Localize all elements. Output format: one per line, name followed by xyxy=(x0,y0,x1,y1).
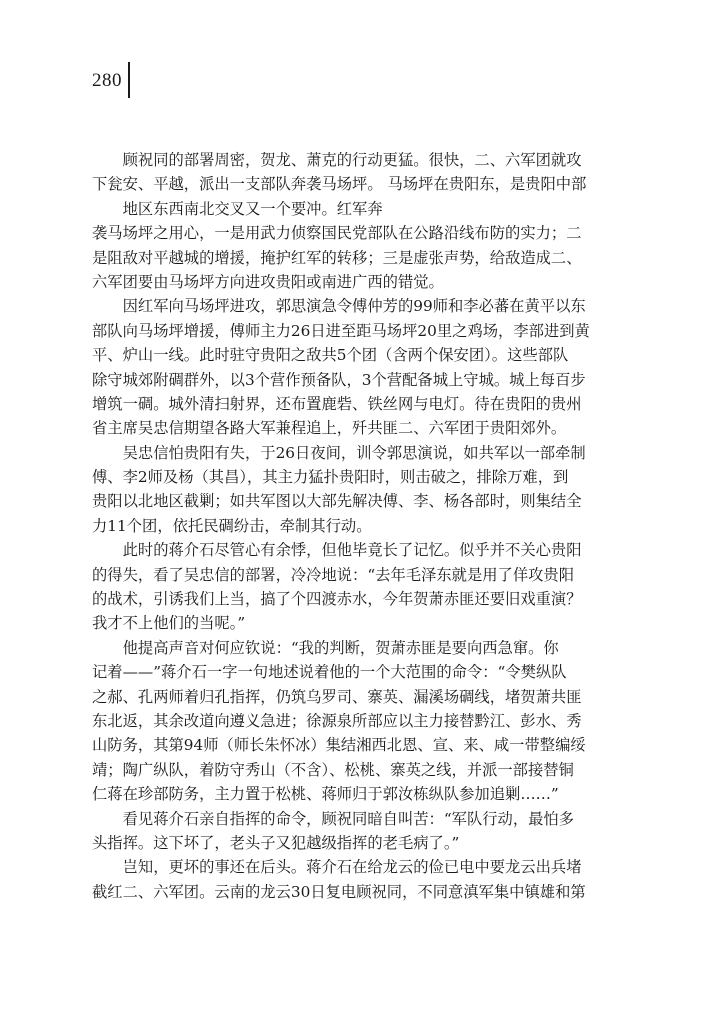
text-line: 记着——”蒋介石一字一句地述说着他的一个大范围的命令：“令樊纵队 xyxy=(92,663,567,682)
text-line: 看见蒋介石亲自指挥的命令，顾祝同暗自叫苦：“军队行动，最怕多 xyxy=(92,809,575,828)
text-line: 袭马场坪之用心，一是用武力侦察国民党部队在公路沿线布防的实力；二 xyxy=(92,224,582,243)
text-line: 傅、李2师及杨（其昌），其主力猛扑贵阳时，则击破之，排除万难，到 xyxy=(92,468,569,487)
text-line: 吴忠信怕贵阳有失，于26日夜间，训令郭思演说，如共军以一部牵制 xyxy=(92,443,586,462)
text-line: 是阻敌对平越城的增援，掩护红军的转移；三是虚张声势，给敌造成二、 xyxy=(92,248,582,267)
text-line: 仁蒋在珍部防务，主力置于松桃、蒋师归于郭汝栋纵队参加追剿……” xyxy=(92,785,559,804)
text-line: 头指挥。这下坏了，老头子又犯越级指挥的老毛病了。” xyxy=(92,833,460,852)
header-rule xyxy=(128,62,130,98)
text-line: 除守城郊附碉群外，以3个营作预备队，3个营配备城上守城。城上每百步 xyxy=(92,370,586,389)
body-text xyxy=(92,148,602,904)
text-line: 岂知，更坏的事还在后头。蒋介石在给龙云的俭已电中要龙云出兵堵 xyxy=(92,858,582,877)
text-line: 东北返，其余改道向遵义急进；徐源泉所部应以主力接替黔江、彭水、秀 xyxy=(92,711,582,730)
text-line: 省主席吴忠信期望各路大军兼程追上，歼共匪二、六军团于贵阳郊外。 xyxy=(92,419,567,438)
text-line: 部队向马场坪增援，傅师主力26日进至距马场坪20里之鸡场，李部进到黄 xyxy=(92,321,590,340)
text-line: 力11个团，依托民碉纷击，牵制其行动。 xyxy=(92,516,372,535)
text-line: 此时的蒋介石尽管心有余悸，但他毕竟长了记忆。似乎并不关心贵阳 xyxy=(92,541,582,560)
text-line: 增筑一碉。城外清扫射界，还布置鹿砦、铁丝网与电灯。待在贵阳的贵州 xyxy=(92,394,582,413)
text-line: 地区东西南北交叉又一个要冲。红军奔 xyxy=(92,199,383,218)
text-line: 下瓮安、平越，派出一支部队奔袭马场坪。 马场坪在贵阳东，是贵阳中部 xyxy=(92,175,587,194)
text-line: 顾祝同的部署周密，贺龙、萧克的行动更猛。很快，二、六军团就攻 xyxy=(92,151,582,169)
text-line: 因红军向马场坪进攻，郭思演急令傅仲芳的99师和李必蕃在黄平以东 xyxy=(92,297,586,316)
text-line: 六军团要由马场坪方向进攻贵阳或南进广西的错觉。 xyxy=(92,272,444,291)
text-line: 我才不上他们的当呢。” xyxy=(92,614,246,633)
text-line: 山防务，其第94师（师长朱怀冰）集结湘西北恩、宣、来、咸一带整编绥 xyxy=(92,736,586,755)
text-line: 之郝、孔两师着归孔指挥，仍筑乌罗司、寨英、漏溪场碉线，堵贺萧共匪 xyxy=(92,687,582,706)
text-line: 的得失，看了吴忠信的部署，冷冷地说：“去年毛泽东就是用了佯攻贵阳 xyxy=(92,565,575,584)
text-line: 平、炉山一线。此时驻守贵阳之敌共5个团（含两个保安团）。这些部队 xyxy=(92,346,569,365)
text-line: 的战术，引诱我们上当，搞了个四渡赤水，今年贺萧赤匪还要旧戏重演？ xyxy=(92,590,582,609)
text-line: 贵阳以北地区截剿；如共军图以大部先解决傅、李、杨各部时，则集结全 xyxy=(92,492,582,511)
text-line: 截红二、六军团。云南的龙云30日复电顾祝同，不同意滇军集中镇雄和第 xyxy=(92,882,586,901)
text-line: 他提高声音对何应钦说：“我的判断，贺萧赤匪是要向西急窜。你 xyxy=(92,638,559,657)
text-line: 靖；陶广纵队，着防守秀山（不含）、松桃、寨英之线，并派一部接替铜 xyxy=(92,760,574,779)
page-number: 280 xyxy=(92,70,122,91)
